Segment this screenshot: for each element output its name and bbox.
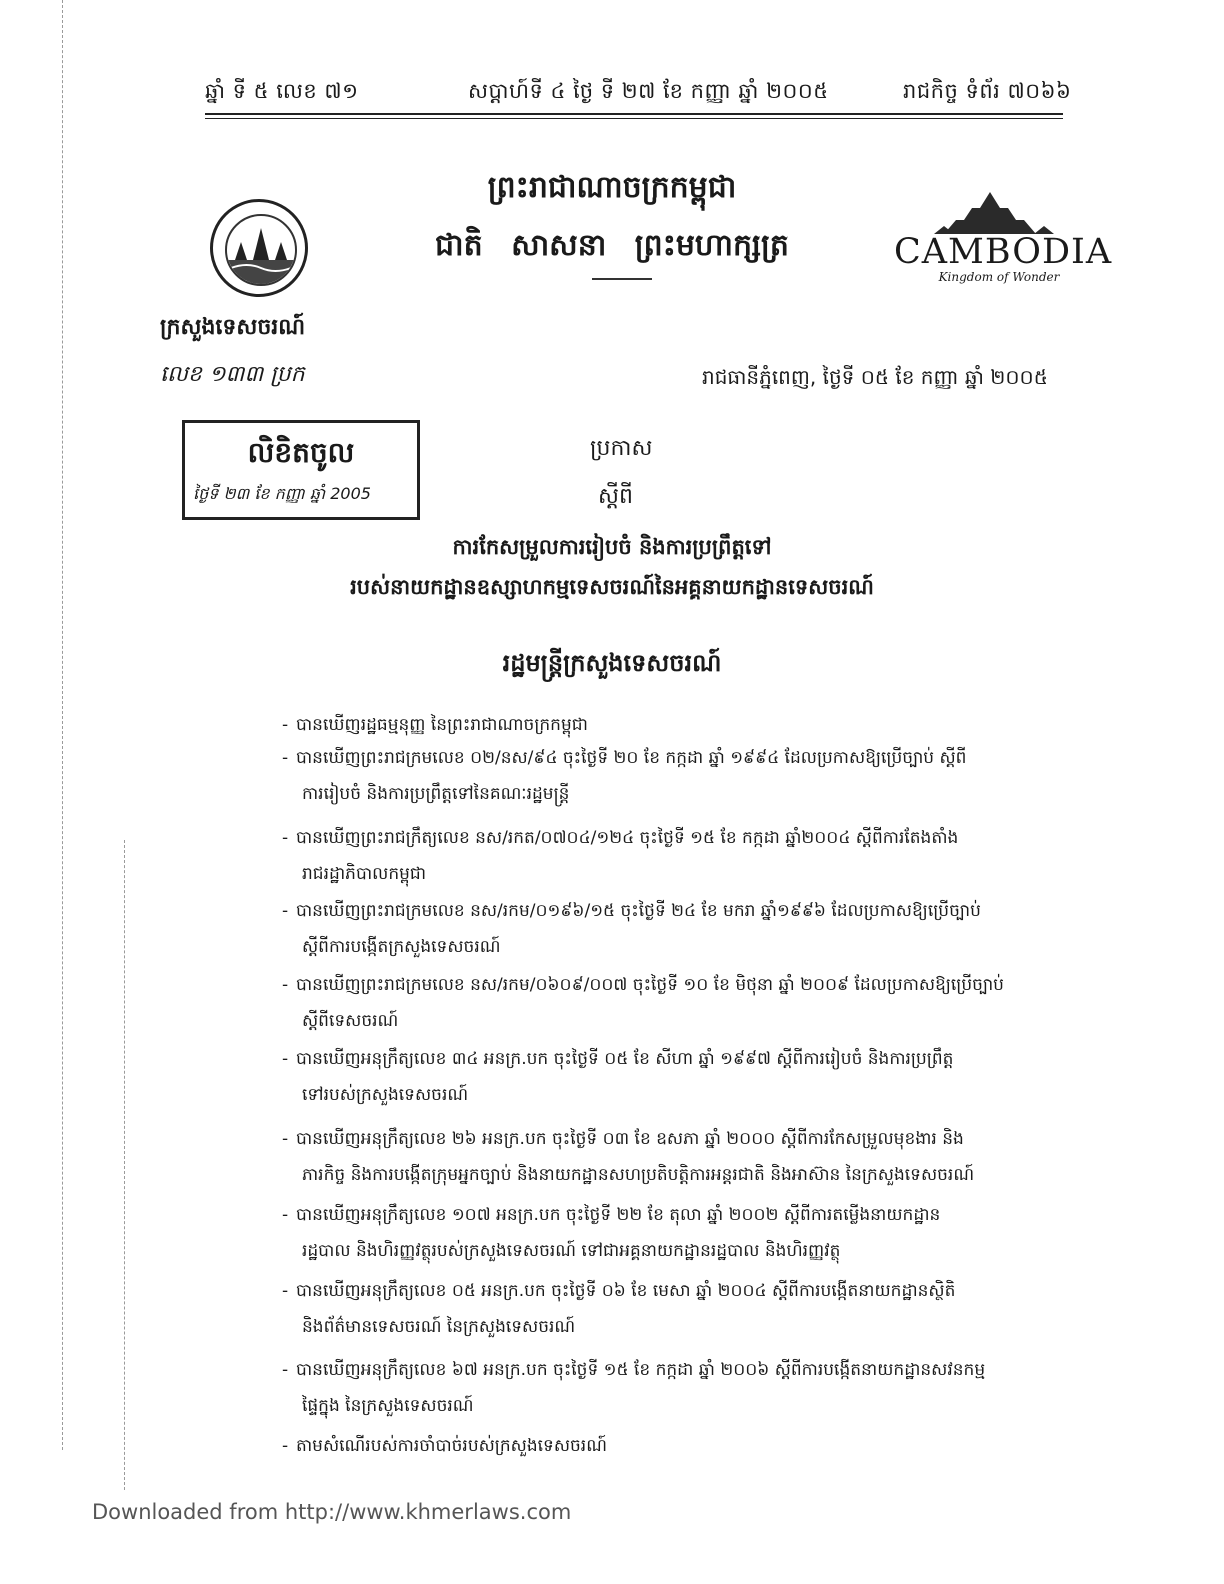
issuing-ministry: ក្រសួងទេសចរណ៍ [160, 315, 306, 340]
reference-number: លេខ ១៣៣ ប្រក [160, 362, 305, 387]
gazette-page: រាជកិច្ច ទំព័រ ៧០៦៦ [903, 79, 1072, 103]
scan-edge-line [62, 0, 63, 1450]
minister-heading: រដ្ឋមន្ត្រីក្រសួងទេសចរណ៍ [502, 649, 722, 677]
header-rule [205, 113, 1063, 115]
brand-tagline: Kingdom of Wonder [938, 270, 1060, 284]
motto-ornament [592, 278, 652, 280]
scan-margin-line [124, 840, 125, 1490]
brand-wordmark: CAMBODIA [894, 232, 1113, 272]
kingdom-name: ព្រះរាជាណាចក្រកម្ពុជា [487, 170, 737, 205]
national-motto: ជាតិ សាសនា ព្រះមហាក្សត្រ [435, 228, 789, 263]
place-and-date: រាជធានីភ្នំពេញ, ថ្ងៃទី ០៥ ខែ កញ្ញា ឆ្នាំ ២០០៥ [702, 365, 1048, 389]
document-type: ប្រកាស [590, 436, 653, 461]
stamp-date: ថ្ងៃទី ២៣ ខែ កញ្ញា ឆ្នាំ 2005 [193, 484, 371, 503]
header-rule-thin [205, 118, 1063, 119]
download-source-footer: Downloaded from http://www.khmerlaws.com [92, 1500, 572, 1524]
ministry-seal [210, 199, 308, 297]
received-stamp [182, 420, 420, 520]
subject-line-1: ការកែសម្រួលការរៀបចំ និងការប្រព្រឹត្តទៅ [452, 535, 772, 559]
stamp-title: លិខិតចូល [247, 436, 355, 469]
seal-emblem-icon [225, 214, 297, 286]
angkor-temple-icon [894, 190, 1104, 234]
cambodia-brand-logo [894, 190, 1113, 290]
document-about: ស្តីពី [598, 484, 633, 509]
subject-line-2: របស់នាយកដ្ឋានឧស្សាហកម្មទេសចរណ៍នៃអគ្គនាយកដ្ឋានទេសចរណ៍ [350, 575, 874, 599]
gazette-issue: ឆ្នាំ ទី ៥ លេខ ៧១ [205, 79, 359, 103]
gazette-week-date: សប្តាហ៍ទី ៤ ថ្ងៃ ទី ២៧ ខែ កញ្ញា ឆ្នាំ ២០០៥ [468, 79, 829, 103]
